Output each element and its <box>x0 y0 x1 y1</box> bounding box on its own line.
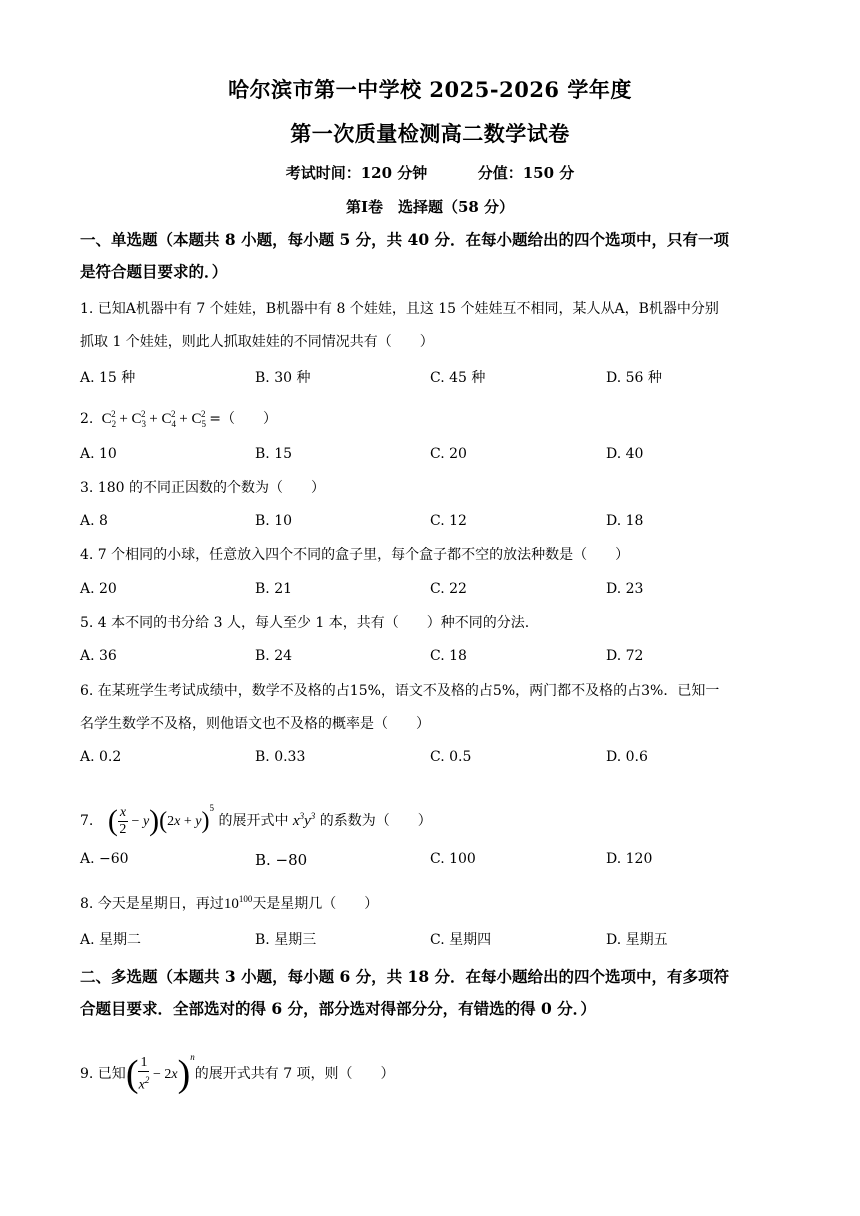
question-9 <box>80 1032 785 1100</box>
option-c[interactable]: C. 20 <box>430 446 467 462</box>
option-b[interactable]: B. 10 <box>255 513 293 529</box>
question-2-number: 2. <box>80 411 94 427</box>
option-d[interactable]: D. 18 <box>606 513 644 529</box>
exam-title-line2: 第一次质量检测高二数学试卷 <box>290 121 570 146</box>
option-a[interactable]: A. 15 种 <box>80 370 136 386</box>
question-9-prefix: 9. 已知 <box>80 1066 126 1082</box>
binomial-expression-q9: ( $\frac{1}{x^2}$ − 2x)$^n$ <box>125 1052 195 1095</box>
question-9-suffix: 的展开式共有 7 项，则（ ） <box>194 1066 395 1082</box>
option-d[interactable]: D. 星期五 <box>606 932 668 948</box>
question-6-options <box>80 749 785 773</box>
exam-score: 分值：150 分 <box>477 164 575 182</box>
option-a[interactable]: A. 星期二 <box>80 932 142 948</box>
question-2 <box>80 398 785 441</box>
question-2-suffix: =（ ） <box>209 411 277 427</box>
option-d[interactable]: D. 23 <box>606 581 644 597</box>
question-7-number: 7. <box>80 813 94 829</box>
option-b[interactable]: B. 24 <box>255 648 293 664</box>
binomial-expression: ( $\frac{x}{2}$ − $y)(2x + y)^5$ <box>107 803 214 837</box>
option-a[interactable]: A. 0.2 <box>80 749 122 765</box>
option-c[interactable]: C. 100 <box>430 851 476 867</box>
option-a[interactable]: A. 10 <box>80 446 117 462</box>
question-6-line2: 名学生数学不及格，则他语文也不及格的概率是（ ） <box>80 716 430 732</box>
question-5-options <box>80 648 785 672</box>
exam-time: 考试时间：120 分钟 <box>285 164 428 182</box>
term-x3y3: $x^3y^3$ <box>292 811 316 829</box>
question-3-options <box>80 513 785 537</box>
option-a[interactable]: A. 36 <box>80 648 117 664</box>
option-c[interactable]: C. 18 <box>430 648 467 664</box>
option-b[interactable]: B. 星期三 <box>255 932 317 948</box>
volume-heading: 第Ⅰ卷 选择题（58 分） <box>345 198 515 216</box>
question-2-options <box>80 446 785 470</box>
question-7 <box>80 786 785 844</box>
option-d[interactable]: D. 40 <box>606 446 644 462</box>
option-b[interactable]: B. 21 <box>255 581 293 597</box>
exam-title-line1: 哈尔滨市第一中学校 2025-2026 学年度 <box>228 77 632 102</box>
section2-line1: 二、多选题（本题共 3 小题，每小题 6 分，共 18 分．在每小题给出的四个选项中，有多项符 <box>80 967 730 986</box>
option-c[interactable]: C. 22 <box>430 581 467 597</box>
question-7-options <box>80 851 785 875</box>
option-b[interactable]: B. 15 <box>255 446 293 462</box>
option-b[interactable]: B. 0.33 <box>255 749 306 765</box>
question-1-line1: 1. 已知A机器中有 7 个娃娃，B机器中有 8 个娃娃，且这 15 个娃娃互不相同，某人从A，B机器中分别 <box>80 301 719 317</box>
question-5: 5. 4 本不同的书分给 3 人，每人至少 1 本，共有（ ）种不同的分法. <box>80 615 530 631</box>
question-1 <box>80 293 785 359</box>
question-6-line1: 6. 在某班学生考试成绩中，数学不及格的占15%，语文不及格的占5%，两门都不及格的占3%．已知一 <box>80 683 720 699</box>
option-a[interactable]: A. 20 <box>80 581 117 597</box>
section2-line2: 合题目要求．全部选对的得 6 分，部分选对得部分分，有错选的得 0 分．） <box>80 999 596 1018</box>
option-d[interactable]: D. 120 <box>606 851 653 867</box>
section1-line1: 一、单选题（本题共 8 小题，每小题 5 分，共 40 分．在每小题给出的四个选项中，只有一项 <box>80 230 730 249</box>
section1-line2: 是符合题目要求的．） <box>80 262 228 281</box>
question-8-prefix: 8. 今天是星期日，再过 <box>80 896 224 912</box>
question-8 <box>80 883 785 921</box>
option-c[interactable]: C. 0.5 <box>430 749 472 765</box>
power-10-100: $10^{100}$ <box>223 894 253 912</box>
question-7-suffix: 的系数为（ ） <box>319 813 432 829</box>
option-b[interactable]: B. 30 种 <box>255 370 311 386</box>
exam-info <box>0 162 860 183</box>
option-a[interactable]: A. −60 <box>80 851 129 867</box>
question-7-mid: 的展开式中 <box>218 813 289 829</box>
question-4-options <box>80 581 785 605</box>
question-1-line2: 抓取 1 个娃娃，则此人抓取娃娃的不同情况共有（ ） <box>80 334 434 350</box>
option-a[interactable]: A. 8 <box>80 513 108 529</box>
question-4: 4. 7 个相同的小球，任意放入四个不同的盒子里，每个盒子都不空的放法种数是（ ） <box>80 547 630 563</box>
question-1-options <box>80 367 785 391</box>
option-d[interactable]: D. 72 <box>606 648 644 664</box>
option-b[interactable]: B. −80 <box>255 851 308 869</box>
section1-heading <box>80 224 785 288</box>
section2-heading <box>80 961 785 1025</box>
option-d[interactable]: D. 56 种 <box>606 370 662 386</box>
combination-expression: $C_2^2 + C_3^2 + C_4^2 + C_5^2$ <box>97 409 206 429</box>
option-d[interactable]: D. 0.6 <box>606 749 648 765</box>
question-8-options <box>80 929 785 953</box>
question-8-suffix: 天是星期几（ ） <box>252 896 379 912</box>
question-6 <box>80 675 785 741</box>
question-3: 3. 180 的不同正因数的个数为（ ） <box>80 480 325 496</box>
option-c[interactable]: C. 45 种 <box>430 370 486 386</box>
option-c[interactable]: C. 星期四 <box>430 932 492 948</box>
option-c[interactable]: C. 12 <box>430 513 467 529</box>
